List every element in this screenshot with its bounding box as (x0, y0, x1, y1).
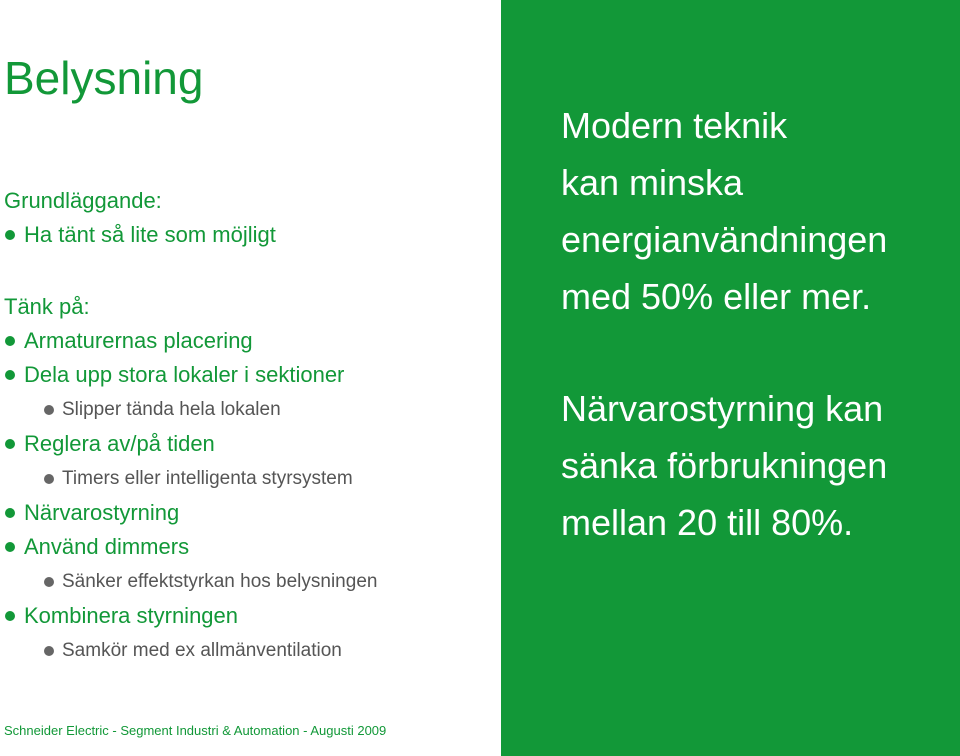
sub-list-item-text: Samkör med ex allmänventilation (62, 640, 342, 661)
list-item (4, 427, 496, 461)
list-item (4, 496, 496, 530)
list-item (4, 530, 496, 564)
panel-line: sänka förbrukningen (561, 445, 888, 486)
list-item (4, 599, 496, 633)
sub-bullet-icon (44, 474, 54, 484)
list-item (4, 358, 496, 392)
sub-list-item (4, 564, 496, 599)
panel-paragraph-modern-teknik (561, 97, 956, 325)
panel-line: med 50% eller mer. (561, 276, 872, 317)
list-item-text: Kombinera styrningen (24, 603, 239, 628)
heading-tank-pa: Tänk på: (4, 294, 90, 319)
sub-bullet-icon (44, 405, 54, 415)
slide-footer: Schneider Electric - Segment Industri & Automation - Augusti 2009 (4, 723, 387, 738)
panel-line: mellan 20 till 80%. (561, 502, 854, 543)
bullet-icon (5, 542, 15, 552)
list-item (4, 324, 496, 358)
list-item (4, 218, 496, 252)
sub-list-item-text: Slipper tända hela lokalen (62, 399, 281, 420)
list-item-text: Ha tänt så lite som möjligt (24, 222, 276, 247)
heading-grundlaggande: Grundläggande: (4, 188, 162, 213)
bullet-icon (5, 508, 15, 518)
sub-bullet-icon (44, 577, 54, 587)
sub-list-item-text: Sänker effektstyrkan hos belysningen (62, 571, 378, 592)
list-item-text: Reglera av/på tiden (24, 431, 215, 456)
bullet-icon (5, 370, 15, 380)
sub-list-item-text: Timers eller intelligenta styrsystem (62, 468, 353, 489)
list-item-text: Armaturernas placering (24, 328, 253, 353)
sub-list-item (4, 633, 496, 668)
list-item-text: Närvarostyrning (24, 500, 180, 525)
bullet-icon (5, 230, 15, 240)
slide-title: Belysning (4, 52, 204, 104)
panel-line: Närvarostyrning kan (561, 388, 884, 429)
panel-paragraph-narvarostyrning (561, 380, 956, 551)
sub-list-item (4, 392, 496, 427)
spacer (4, 252, 496, 290)
sub-bullet-icon (44, 646, 54, 656)
list-item-text: Använd dimmers (24, 534, 190, 559)
highlight-panel (501, 0, 960, 756)
list-item-text: Dela upp stora lokaler i sektioner (24, 362, 345, 387)
content-list (4, 184, 496, 668)
bullet-icon (5, 439, 15, 449)
sub-list-item (4, 461, 496, 496)
bullet-icon (5, 336, 15, 346)
panel-line: energianvändningen (561, 219, 888, 260)
panel-line: kan minska (561, 162, 744, 203)
panel-line: Modern teknik (561, 105, 788, 146)
bullet-icon (5, 611, 15, 621)
